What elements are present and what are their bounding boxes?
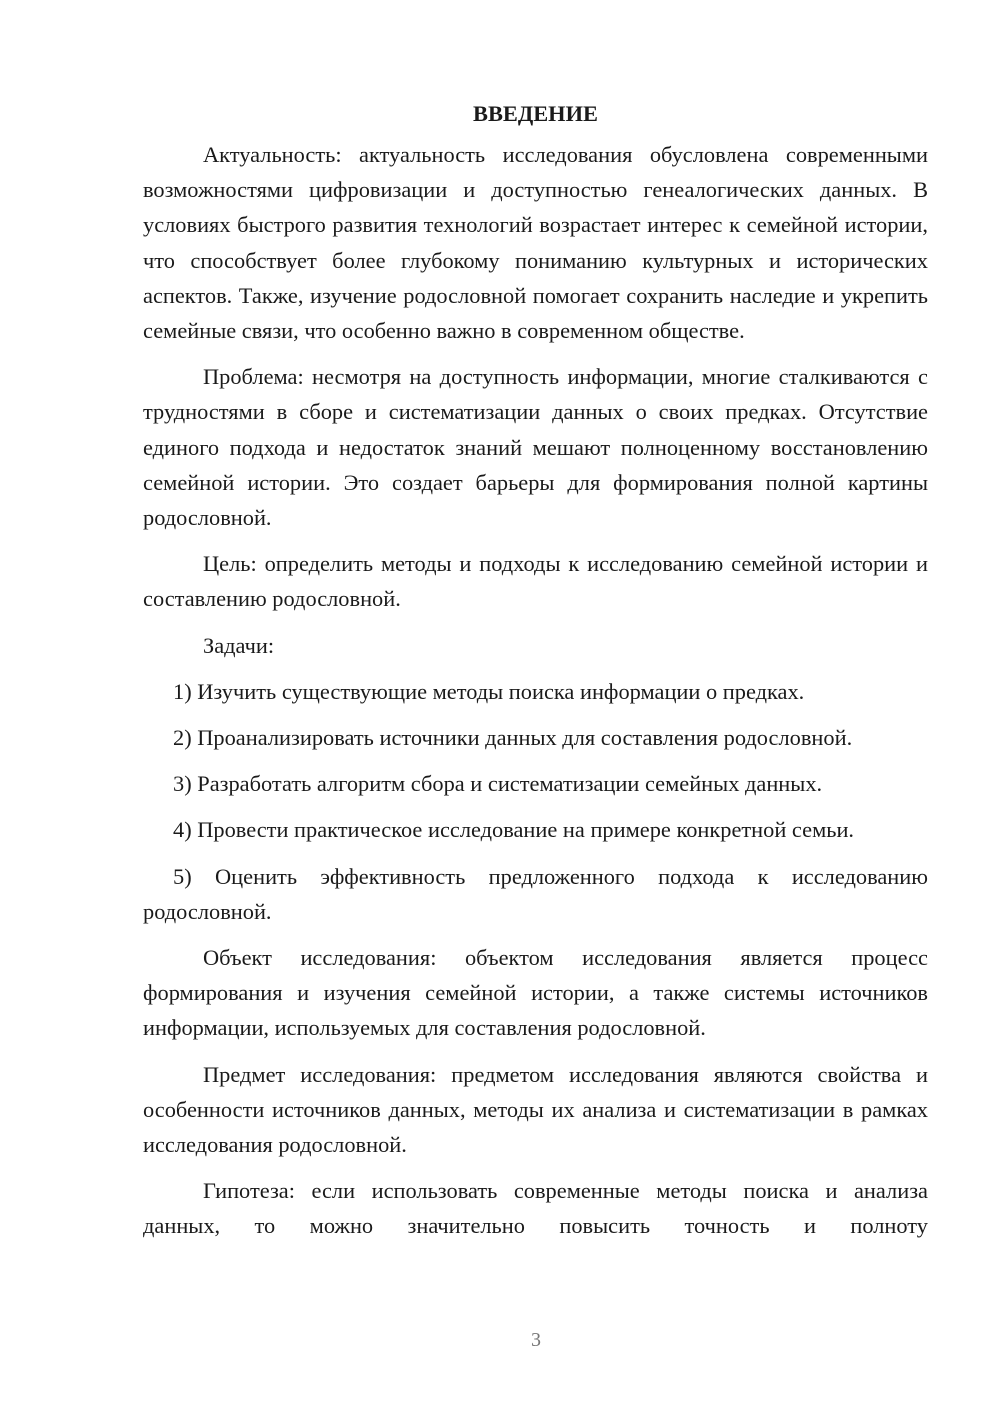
task-item-3: 3) Разработать алгоритм сбора и систематизации семейных данных. (173, 771, 823, 797)
paragraph-relevance: Актуальность: актуальность исследования обусловлена современными возможностями цифровизации и доступностью генеалогических данных. В условиях быстрого развития технологий возрастает интерес к семейной истории, что способствует более глубокому пониманию культурных и исторических аспектов. Также, изучение родословной помогает сохранить наследие и укрепить семейные связи, что особенно важно в современном обществе. (143, 142, 928, 344)
paragraph-hypothesis: Гипотеза: если использовать современные методы поиска и анализа данных, то можно значительно повысить точность и полноту (143, 1178, 928, 1239)
task-item-4: 4) Провести практическое исследование на примере конкретной семьи. (173, 817, 855, 843)
task-item-5: 5) Оценить эффективность предложенного подхода к исследованию родословной. (143, 863, 928, 924)
paragraph-tasks-heading: Задачи: (203, 632, 275, 658)
paragraph-object: Объект исследования: объектом исследования является процесс формирования и изучения семейной истории, а также системы источников информации, используемых для составления родословной. (143, 945, 928, 1041)
paragraph-subject: Предмет исследования: предметом исследования являются свойства и особенности источников данных, методы их анализа и систематизации в рамках исследования родословной. (143, 1061, 928, 1158)
paragraph-problem: Проблема: несмотря на доступность информации, многие сталкиваются с трудностями в сборе и систематизации данных о своих предках. Отсутствие единого подхода и недостаток знаний мешают полноценному восстановлению семейной истории. Это создает барьеры для формирования полной картины родословной. (143, 364, 928, 531)
task-item-2: 2) Проанализировать источники данных для составления родословной. (173, 725, 853, 751)
task-item-1: 1) Изучить существующие методы поиска информации о предках. (173, 678, 805, 704)
page-number: 3 (531, 1329, 541, 1351)
section-title: ВВЕДЕНИЕ (473, 101, 598, 126)
paragraph-goal: Цель: определить методы и подходы к исследованию семейной истории и составлению родословной. (143, 551, 928, 612)
page-content (143, 96, 928, 1244)
